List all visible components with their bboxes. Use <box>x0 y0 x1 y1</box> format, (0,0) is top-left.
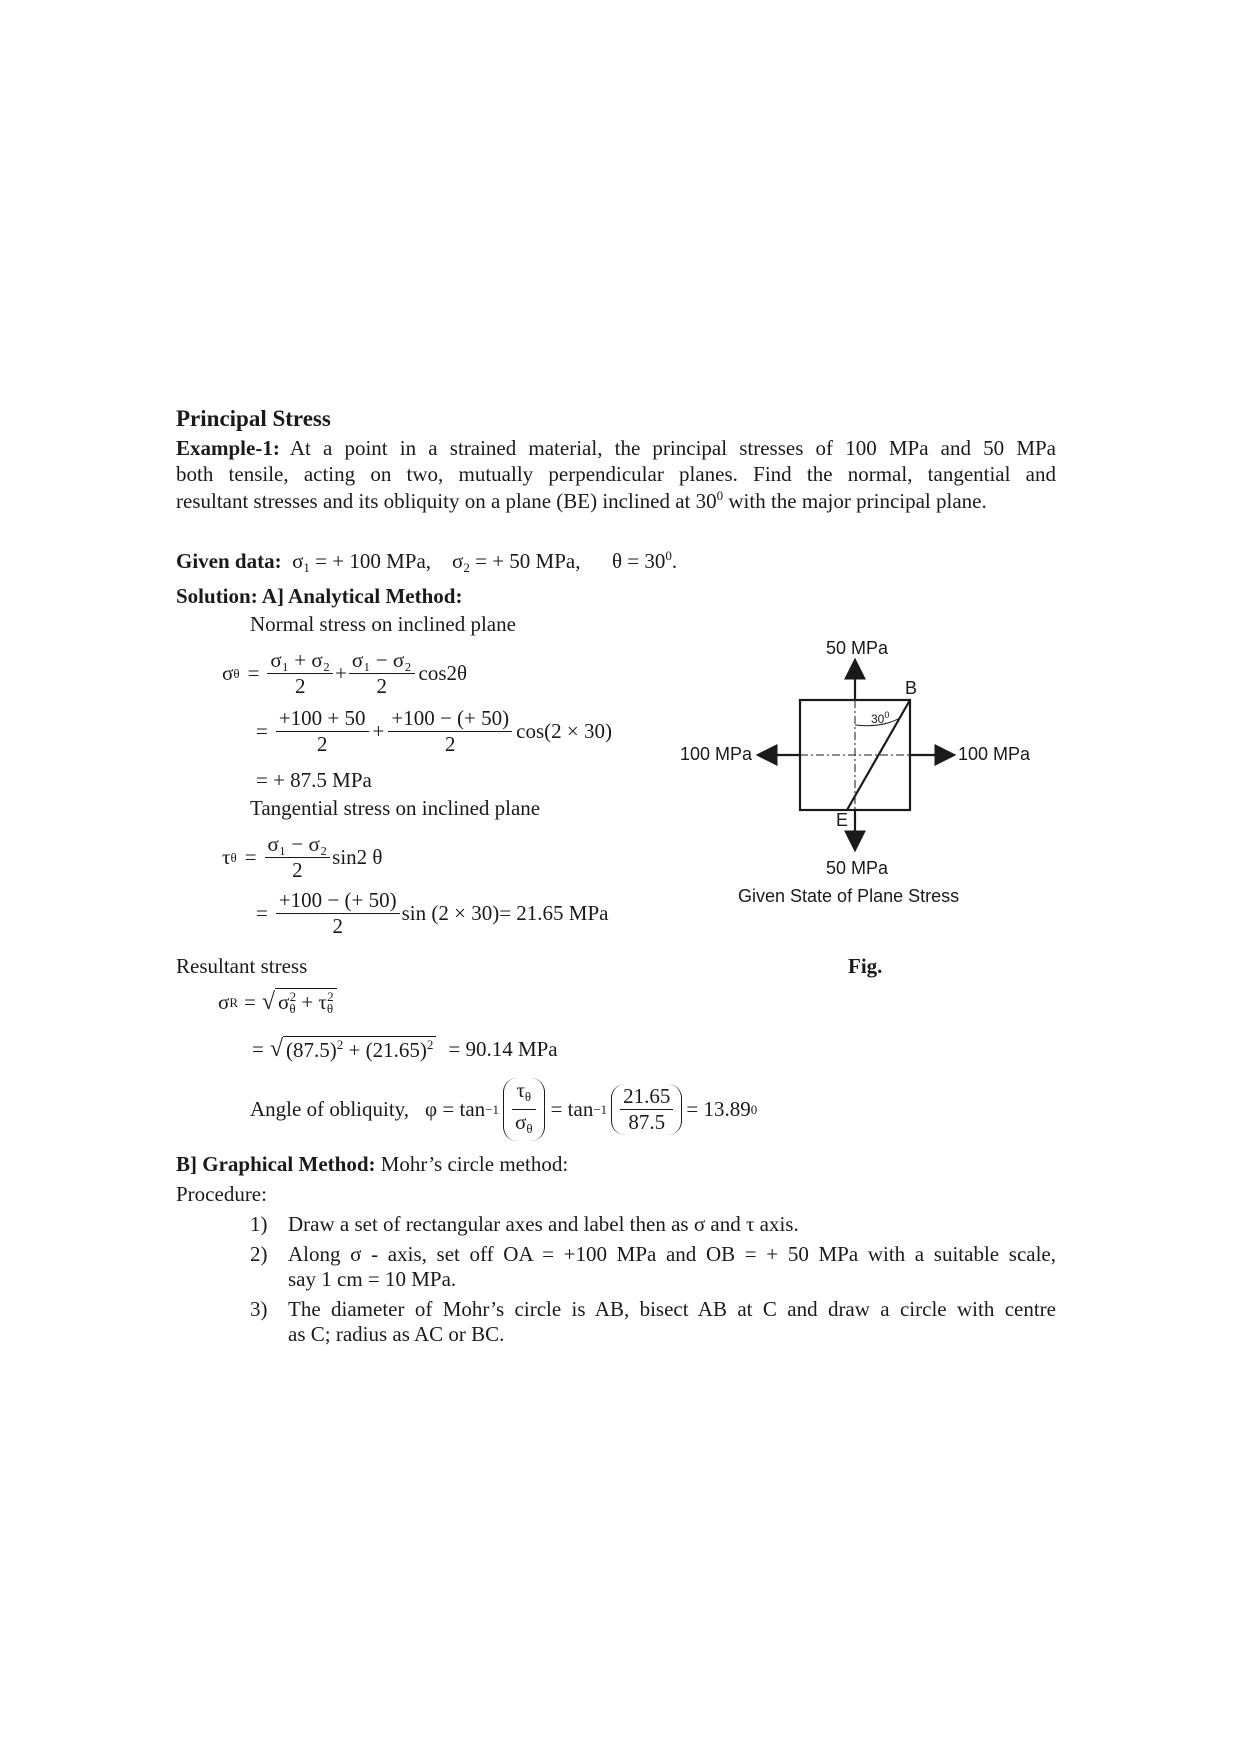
angle-label: $30^0$ <box>871 710 890 726</box>
right-stress-label: 100 MPa <box>958 744 1031 764</box>
tangential-stress-title: Tangential stress on inclined plane <box>250 796 541 820</box>
solution-heading: Solution: A] Analytical Method: <box>176 584 463 608</box>
obliquity-formula: Angle of obliquity, φ = tan −1 $\frac{\tau_\theta}{\sigma_\theta}$ = tan −1 $\frac{21.65}{87.5}$ = 13.89 0 <box>250 1078 757 1141</box>
resultant-stress-substitution: = √ $(87.5)^2 + (21.65)^2$ = 90.14 MPa <box>252 1036 558 1062</box>
normal-stress-result: = + 87.5 MPa <box>256 768 372 792</box>
tangential-stress-formula: τ θ = $\frac{\text{σ₁ − σ₂}}{2}$ sin2 θ <box>222 832 383 882</box>
procedure-step: 2) Along σ - axis, set off OA = +100 MPa and OB = + 50 MPa with a suitable scale, say 1 cm = 10 MPa. <box>250 1242 1056 1291</box>
procedure-label: Procedure: <box>176 1182 267 1206</box>
tangential-stress-substitution: = $\frac{+100 - (+ 50)}{2}$ sin (2 × 30)= 21.65 MPa <box>256 888 609 938</box>
example-statement <box>176 436 1056 514</box>
example-line1: At a point in a strained material, the principal stresses of 100 MPa and 50 MPa <box>289 436 1056 460</box>
procedure-step: 3) The diameter of Mohr’s circle is AB, bisect AB at C and draw a circle with centre as C; radius as AC or BC. <box>250 1297 1056 1346</box>
normal-stress-substitution: = $\frac{+100 + 50}{2}$ + $\frac{+100 - (+ 50)}{2}$ cos(2 × 30) <box>256 706 612 756</box>
example-line2: both tensile, acting on two, mutually perpendicular planes. Find the normal, tangential and <box>176 462 1056 486</box>
given-data: Given data: $\sigma_1$ = + 100 MPa, $\sigma_2$ = + 50 MPa, $\theta = 30^0$. <box>176 548 678 575</box>
top-stress-label: 50 MPa <box>826 638 889 658</box>
procedure-steps <box>250 1212 1056 1347</box>
normal-stress-title: Normal stress on inclined plane <box>250 612 516 636</box>
section-heading: Principal Stress <box>176 406 331 431</box>
bottom-stress-label: 50 MPa <box>826 858 889 878</box>
procedure-step: 1) Draw a set of rectangular axes and label then as σ and τ axis. <box>250 1212 799 1236</box>
figure-label: Fig. <box>848 954 883 978</box>
example-label: Example-1: <box>176 436 280 460</box>
normal-stress-formula: σ θ = $\frac{\text{σ₁ + σ₂}}{2}$ + $\frac{\text{σ₁ − σ₂}}{2}$ cos2θ <box>222 648 468 698</box>
resultant-stress-formula: σ R = √ $\sigma_\theta^2 + \tau_\theta^2$ <box>218 988 337 1017</box>
figure-caption: Given State of Plane Stress <box>738 886 960 906</box>
example-line3: resultant stresses and its obliquity on a plane (BE) inclined at $30^0$ with the major principal plane. <box>176 488 987 513</box>
graphical-method-heading: B] Graphical Method: Mohr’s circle method: <box>176 1152 569 1176</box>
left-stress-label: 100 MPa <box>680 744 753 764</box>
point-b-label: B <box>905 678 918 698</box>
point-e-label: E <box>836 810 849 830</box>
resultant-stress-title: Resultant stress <box>176 954 308 978</box>
